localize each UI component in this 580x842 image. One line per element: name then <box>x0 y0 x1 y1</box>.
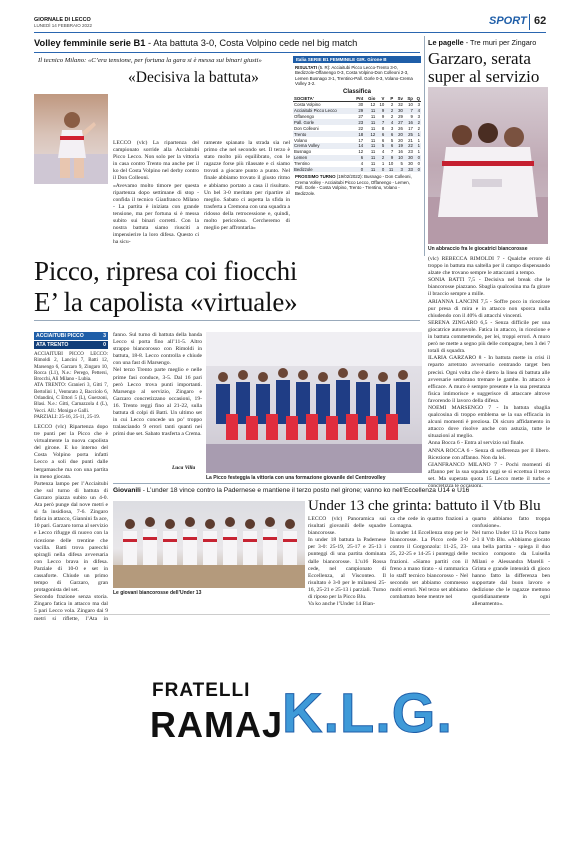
team-name-cell: Offanengo <box>294 113 314 119</box>
stat-cell: 6 <box>385 143 394 149</box>
stat-cell: 20 <box>394 131 404 137</box>
giovanili-col2: ca che cede in quattro frazioni a Lomagna. In under 14 Eccellenza stop per le biancorosse. La Picco cede 3-0 contro il Gorgonzola: 11-25, 23-25, 22-25 e 14-25 i punteggi delle frazioni. «Siamo partiti con il freno a mano tirato - si rammarica lo staff tecnico biancorosso - Nel secondo set abbiamo commesso molti errori. Nel terzo set abbiamo combattuto bene mentre nel <box>390 516 468 601</box>
stat-cell: 16 <box>398 149 403 155</box>
kicker-rule <box>34 52 420 53</box>
stat-cell: 3 <box>394 167 404 173</box>
player-figure <box>34 94 108 184</box>
stat-cell: 4 <box>381 149 385 155</box>
col-v: V <box>376 96 385 102</box>
stat-cell: 27 <box>358 113 364 119</box>
stat-cell: 5 <box>390 137 394 143</box>
stat-cell: 26 <box>398 125 403 131</box>
stat-cell: 8 <box>381 125 385 131</box>
standings-header: Italia SERIE B1 FEMMINILE GIR. Girone B <box>293 56 421 63</box>
col-q: Q <box>414 96 421 102</box>
stat-cell: 11 <box>370 137 376 143</box>
stat-cell: 18 <box>352 131 364 137</box>
author-signature: Luca Villa <box>172 465 196 471</box>
stat-cell: 0 <box>414 155 421 161</box>
giovanili-headline: Under 13 che grinta: battuto il Vtb Blu <box>308 498 541 514</box>
pagelle-headline: Garzaro, serata super al servizio <box>428 49 540 86</box>
giovanili-kicker-bold: Giovanili <box>113 487 141 494</box>
section-label: SPORT <box>489 15 527 27</box>
giovanili-col3: quarto abbiamo fatto troppa confusione». Nel turno Under 13 la Picco batte 2-1 il Vtb Blu. «Abbiamo giocato una bella partita - spiega il duo tecnico composto da Luisella Milani e Alessandra Marelli - Grinta e grande intensità di gioco hanno fatto la differenza ben supportate dal buon lavoro e dedizione che le ragazze mettono quotidianamente in ogni allenamento». <box>472 516 550 608</box>
stat-cell: 1 <box>414 143 421 149</box>
stat-cell: 1 <box>417 137 420 143</box>
stat-cell: 1 <box>381 161 385 167</box>
stat-cell: 23 <box>408 149 413 155</box>
under13-photo <box>113 501 305 588</box>
stat-cell: 14 <box>352 143 364 149</box>
results-text: (5. R): Acciaitubi Picco Lecco-Trento 3-0, Bedizzole-Offanengo 0-3, Costa Volpino-Don Colleoni 2-3, Lemen Busnago 3-1, Trentino-Pall. Gorle 0-3, Volano-Crema Volley 3-2. <box>295 65 413 87</box>
stat-cell: 7 <box>404 108 414 114</box>
stat-cell: 11 <box>370 161 376 167</box>
team-name-cell: Busnago <box>294 149 311 155</box>
headline-rule <box>34 320 420 321</box>
stat-cell: 0 <box>352 167 364 173</box>
stat-cell: 4 <box>360 161 364 167</box>
stat-cell: 11 <box>385 167 394 173</box>
top-story-col1: LECCO (vlc) La ripartenza del campionato sorride alla Acciaitubi Picco Lecco. Non solo per la vittoria in casa contro Trento ma anche per il ko del Costa Volpino nel derby contro il Don Colleoni. «Avevamo molto timore per questa ripartenza dopo settimane di stop - confida il tecnico Gianfranco Milano - La partita è iniziata con grande tensione, ma per fortuna si è messa subito sui binari corretti. Con la nostra battuta siamo riusciti a impensierire la loro difesa. Questo ci ha sicu- <box>113 140 199 246</box>
under13-caption: Le giovani biancorosse dell’Under 13 <box>113 590 202 596</box>
home-score: 3 <box>103 333 106 339</box>
stat-cell: 30 <box>358 102 364 108</box>
header-divider <box>529 14 530 30</box>
stat-cell: 7 <box>376 119 385 125</box>
hug-figures <box>428 87 548 244</box>
page-number: 62 <box>534 15 547 27</box>
stat-cell: 16 <box>404 119 414 125</box>
top-kicker <box>34 38 424 48</box>
advert-line2: RAMAJ <box>150 704 284 745</box>
pagelle-text: (vlc) REBECCA RIMOLDI 7 - Qualche errore di troppo in battuta ma saltella per il campo dispensando alzate che trovano sempre le attaccanti a tempo. SONIA BATTI 7,5 - Decisiva nel break che le biancorosse piazzano. Sbaglia qualcosina ma fa girare il braccio sempre a mille. ARIANNA LANCINI 7,5 - Soffre poco in ricezione pur presa di mira e in attacco non sporca nulla chiudendo con il 40% di attacchi vincenti. SERENA ZINGARO 6,5 - Senza difficile per una giocatrice autorevole. Fatica in attacco, in ricezione e in battuta commettendo, per lei, troppi errori. A muro però ne mette a segno più delle compagne, ben 3 dei 7 totali di squadra. ILARIA GARZARO 8 - In battuta mette in crisi il reparto arretrato avversario centrando target ben precisi. Ogni volta che è dietro la linea di battuta alle avversarie sembrano tremare le gambe. In attacco è efficace. A muro è sempre presente e la sua prestanza fisica intimorisce e suggerisce di attaccare altrove favorendo il lavoro della difesa. NOEMI MARSENGO 7 - In battuta sbaglia qualcosina di troppo emblema se la sua efficacia in alcuni momenti è preziosa. Di sicuro affidamento in attacco dove risolve anche con astuzia, tutte le situazioni al meglio. Anna Bocca 6 - Entra al servizio sul finale. ANNA ROCCA 6 - Senza di sofferenza per il libero. Ricezione con affanno. Non da lei. GIANFRANCO MILANO 7 - Pochi momenti di affanno per la sua squadra oggi se si eccettua il terzo set. Ma superata quota 15 Lecco mette il turbo e concretizza le occasioni. <box>428 256 550 489</box>
classifica-title: Classifica <box>342 88 372 95</box>
pagelle-photo <box>428 87 548 244</box>
advert-line3: K.L.G. <box>282 681 453 744</box>
stat-cell: 2 <box>390 102 394 108</box>
team-name-cell: Costa Volpino <box>294 102 321 108</box>
top-kicker-bold: Volley femminile serie B1 <box>34 38 146 48</box>
stat-cell: 12 <box>370 102 376 108</box>
stat-cell: 21 <box>408 137 413 143</box>
stat-cell: 4 <box>385 119 394 125</box>
stat-cell: 9 <box>381 113 385 119</box>
stat-cell: 2 <box>417 125 420 131</box>
col-pnt: Pnt <box>352 96 364 102</box>
stat-cell: 11 <box>370 125 376 131</box>
player-photo <box>34 94 108 184</box>
stat-cell: 6 <box>381 137 385 143</box>
stat-cell: 22 <box>404 143 414 149</box>
stat-cell: 6 <box>376 131 385 137</box>
col-gio: Gio <box>364 96 376 102</box>
stat-cell: 10 <box>388 161 394 167</box>
next-round-label: PROSSIMO TURNO <box>295 174 336 180</box>
stat-cell: 11 <box>370 149 376 155</box>
giovanili-rule <box>113 483 550 484</box>
col-p: P <box>385 96 394 102</box>
giovanili-col1: LECCO (vlc) Panoramica sui risultati giovanili delle squadre biancorosse. In under 18 battuta la Padernese per 3-0: 25-19, 25-17 e 25-13 i punteggi di una partita dominata dalle biancorosse. L’u16 Rossa cede, nel campionato di Eccellenza, al Visconteo. Il risultato è 3-0 per le milanesi 25-16, 25-21 e 25-13 i parziali. Turno di riposo per la Picco Blu. Va ko anche l’Under 14 Bian- <box>308 516 386 608</box>
stat-cell: 22 <box>358 125 364 131</box>
team-photo <box>206 332 422 473</box>
main-headline-2: E’ la capolista «virtuale» <box>34 287 298 317</box>
stat-cell: 17 <box>408 125 413 131</box>
col-sp: Sp <box>404 96 414 102</box>
stat-cell: 11 <box>364 119 376 125</box>
stat-cell: 29 <box>352 108 364 114</box>
scoreboard <box>34 332 108 349</box>
stat-cell: 2 <box>385 108 394 114</box>
pagelle-kicker-rest: - Tre muri per Zingaro <box>463 38 537 47</box>
results-block <box>293 63 421 88</box>
header-rule <box>34 32 546 33</box>
top-kicker-rest: - Ata battuta 3-0, Costa Volpino cede nel big match <box>145 38 358 48</box>
stat-cell: 6 <box>352 155 364 161</box>
standings-table <box>293 96 421 173</box>
sub-quote: Il tecnico Milano: «C’era tensione, per fortuna la gara si è messa sui binari giusti» <box>38 57 262 64</box>
team-name-cell: Lemen <box>293 155 352 161</box>
advert-line1: FRATELLI <box>152 680 251 701</box>
col-sv: Sv <box>394 96 404 102</box>
away-team: ATA TRENTO <box>36 342 69 348</box>
team-group <box>206 332 422 473</box>
stat-cell: 11 <box>364 108 376 114</box>
under13-group <box>113 501 305 588</box>
pagelle-kicker-bold: Le pagelle <box>428 38 464 47</box>
lineups-text: ACCIAITUBI PICCO LECCO: Rimoldi 2, Lancini 7, Batti 12, Marsengo 6, Garzaro 9, Zingaro 10, Rocca (L1), N.e.: Perego, Pettersi, Brocchi, Alì Milano - Lubia. ATA TRENTO: Granieri 3, Gitti 7, Bertolini 1, Venturato 2, Bacciolo 6, Orlandini, C Ettori 5 (L), Guerzoni, Blasi. N.e.: Gitti, Carnazzola 4 (L), Vecci. All.: Moniga e Galli. PARZIALI: 25-16, 25-11, 25-19. <box>34 352 108 420</box>
next-round-block <box>293 172 421 196</box>
stat-cell: 23 <box>352 119 364 125</box>
team-name-cell: Trentino <box>294 161 310 167</box>
right-column-divider <box>424 36 425 256</box>
stat-cell: 10 <box>408 102 413 108</box>
score-row-home <box>34 332 108 340</box>
stat-cell: 1 <box>417 149 420 155</box>
pagelle-caption: Un abbraccio fra le giocatrici biancorosse <box>428 246 528 252</box>
stat-cell: 25 <box>404 131 414 137</box>
giovanili-kicker <box>113 487 550 494</box>
match-report-col1: LECCO (vlc) Ripartenza dopo tre punti per la Picco che è virtualmente la nuova capolista del girone. E ko interno del Costa Volpino porta infatti Lecco a soli due punti dalle bergamasche ma con una partita in meno giocata. Partenza lampo per l’Acciaitubi che sul turno di battuta di Garzaro piazza subito un 4-0. Ata però punge dal nove metri e si fa insidiosa, 7-6. Zingaro fatica in attacco, Giannini fa ace, 10 pari. Garzaro torna al servizio e Lecco rifugge di nuovo con la ricezione delle trentine che vacilla. Batti trova parecchi spiragli nella difesa avversaria con Lecco brava in difesa. Parziale di 10-0 e set in cassaforte. Chiude un primo tempo di Garzaro, gran protagonista del set. Secondo frazione senza storia. Zingaro fatica in attacco ma dal 5 pari Lecco vola. Zingaro dai 9 metri si riflette, l’Ata in <box>34 424 108 622</box>
standings-box <box>293 56 421 254</box>
stat-cell: 9 <box>410 113 413 119</box>
stat-cell: 17 <box>358 137 364 143</box>
team-name-cell: Bedizzole <box>293 167 352 173</box>
stat-cell: 3 <box>417 102 420 108</box>
stat-cell: 0 <box>414 167 421 173</box>
stat-cell: 3 <box>390 125 394 131</box>
team-photo-caption: La Picco festeggia la vittoria con una formazione giovanile del Centrovolley <box>206 475 386 481</box>
stat-cell: 2 <box>390 113 394 119</box>
stat-cell: 10 <box>379 102 385 108</box>
stat-cell: 11 <box>364 155 376 161</box>
stat-cell: 2 <box>414 119 421 125</box>
stat-cell: 33 <box>404 167 414 173</box>
team-name-cell: Trento <box>293 131 352 137</box>
stat-cell: 2 <box>376 155 385 161</box>
next-round-text: (19/02/2022): Busnago - Don Colleoni, Crema Volley - Acciaitubi Picco Lecco, Offanengo - Lemen, Pall. Gorle - Costa Volpino, Trento - Trentino, Volano - Bedizzole. <box>295 174 412 196</box>
away-score: 0 <box>103 342 106 348</box>
stat-cell: 0 <box>417 161 420 167</box>
stat-cell: 7 <box>390 149 394 155</box>
home-team: ACCIAITUBI PICCO <box>36 333 84 339</box>
stat-cell: 10 <box>394 155 404 161</box>
col-societa: SOCIETA' <box>293 96 352 102</box>
stat-cell: 30 <box>404 155 414 161</box>
results-label: RISULTATI <box>295 65 317 70</box>
stat-cell: 30 <box>394 108 404 114</box>
stat-cell: 4 <box>414 108 421 114</box>
stat-cell: 11 <box>364 167 376 173</box>
team-name-cell: Acciaitubi Picco Lecco <box>293 108 352 114</box>
stat-cell: 12 <box>364 131 376 137</box>
pagelle-kicker <box>428 38 548 47</box>
stat-cell: 32 <box>398 102 403 108</box>
small-headline: «Decisiva la battuta» <box>128 69 259 86</box>
team-name-cell: Pall. Gorle <box>293 119 352 125</box>
stat-cell: 1 <box>414 131 421 137</box>
top-story-col2: ramente spianato la strada sia nel primo che nel secondo set. Il terzo è stato molto più equilibrato, con le ragazze forse più rilassate e ci siamo trovati a giocare punto a punto. Nel finale abbiamo trovato il giusto ritmo e abbiamo portato a casa il risultato. Un bel 3-0 meritato per ripartire al meglio. Sabato ci aspetta la sfida in trasferta a Cremona con una squadra a ridosso della retrocessione e, quindi, molto pericolosa. Cercheremo di meglio per affrontarla» <box>204 140 290 232</box>
stat-cell: 3 <box>417 113 420 119</box>
paper-name <box>34 17 92 28</box>
stat-cell: 12 <box>358 149 364 155</box>
team-name-cell: Volano <box>294 137 308 143</box>
advert-box <box>34 622 550 822</box>
stat-cell: 6 <box>385 131 394 137</box>
stat-cell: 5 <box>376 143 385 149</box>
stat-cell: 19 <box>394 143 404 149</box>
stat-cell: 9 <box>376 108 385 114</box>
standings-head-row <box>293 96 421 102</box>
paper-title: GIORNALE DI LECCO <box>34 17 91 23</box>
team-name-cell: Crema Volley <box>293 143 352 149</box>
stat-cell: 11 <box>370 113 376 119</box>
stat-cell: 5 <box>400 161 403 167</box>
advert-separator <box>34 614 550 615</box>
stat-cell: 20 <box>398 137 403 143</box>
score-row-away <box>34 341 108 349</box>
match-report-col2: fanno. Sul turno di battuta della banda Lecco si porta fino all’11-5. Altro strappo biancorosso con Rimoldi in battuta, 18-8. Lecco controlla e chiude con una fast di Marsengo. Nel terzo Trento parte meglio e nelle prime fasi conduce, 3-5. Dal 16 pari però Lecco trova punti importanti. Marsengo al servizio, Zingaro e Garzaro concretizzano occasioni, 19-16. Trento reggi fino al 21-22, sulla battuta di colpi di Batti. Un ultimo set in cui Lecco concede un po’ troppo tralasciando 9 errori tanti quanti nei primi due set. Sabato trasferta a Crema. <box>113 332 202 438</box>
issue-date: LUNEDÌ 14 FEBBRAIO 2022 <box>34 23 93 28</box>
main-headline-1: Picco, ripresa coi fiocchi <box>34 256 298 286</box>
stat-cell: 29 <box>398 113 403 119</box>
stat-cell: 9 <box>385 155 394 161</box>
stat-cell: 0 <box>376 167 385 173</box>
stat-cell: 27 <box>394 119 404 125</box>
stat-cell: 11 <box>364 143 376 149</box>
giovanili-kicker-rest: - L’under 18 vince contro la Padernese e mantiene il terzo posto nel girone; vanno ko nell’Eccellenza U14 e U16 <box>140 487 470 494</box>
stat-cell: 30 <box>408 161 413 167</box>
team-name-cell: Don Colleoni <box>294 125 319 131</box>
